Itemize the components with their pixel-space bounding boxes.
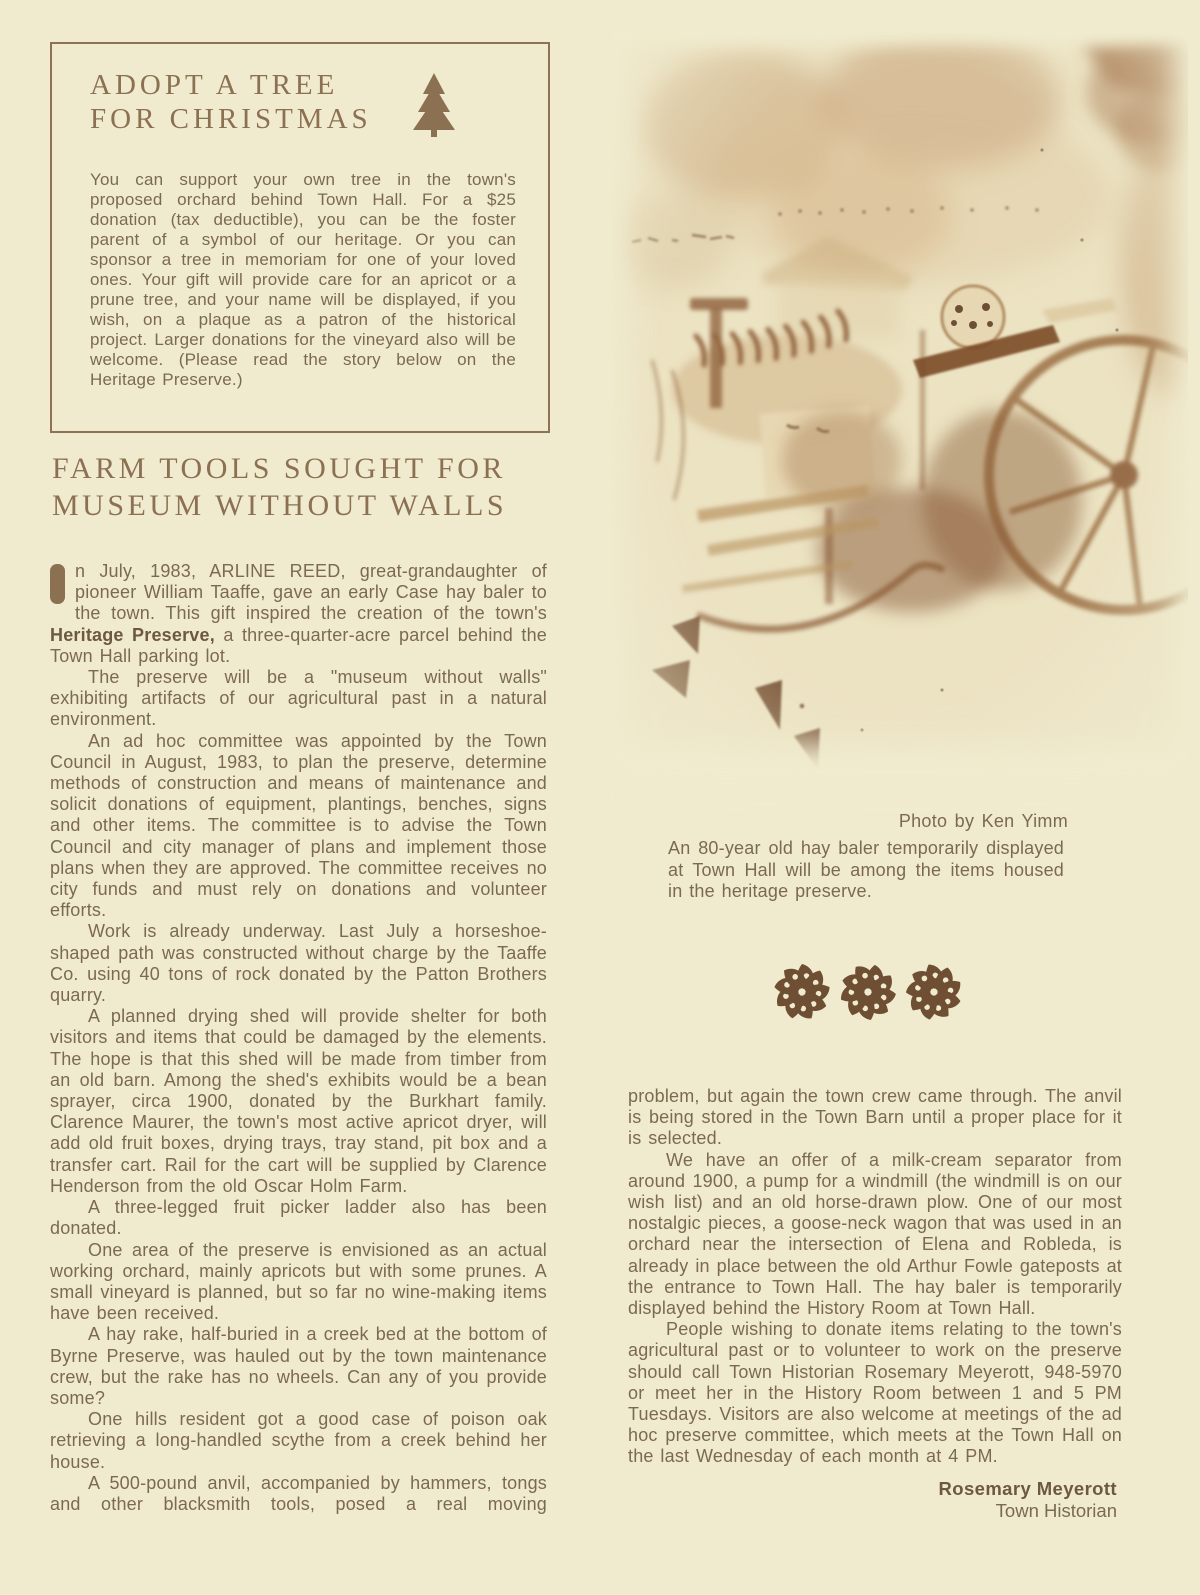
adopt-box-title bbox=[90, 68, 372, 136]
heritage-preserve-bold-text: Heritage Preserve, bbox=[50, 624, 215, 645]
article-paragraph: A three-legged fruit picker ladder also has been donated. bbox=[50, 1197, 547, 1239]
wreath-ornament-icon bbox=[831, 960, 903, 1024]
article-paragraph: One area of the preserve is envisioned as an actual working orchard, mainly apricots but with some prunes. A small vineyard is planned, but so far no wine-making items have been received. bbox=[50, 1239, 547, 1324]
article-right-column bbox=[628, 1086, 1122, 1522]
article-paragraph: The preserve will be a "museum without walls" exhibiting artifacts of our agricultural past in a natural environment. bbox=[50, 667, 547, 730]
signature-title: Town Historian bbox=[995, 1499, 1117, 1521]
wreath-ornament-icon bbox=[899, 960, 966, 1024]
article-signature bbox=[628, 1478, 1117, 1522]
article-paragraph-first bbox=[50, 561, 547, 667]
article-paragraph: A planned drying shed will provide shelter for both visitors and items that could be damaged by the elements. The hope is that this shed will be made from timber from an old barn. Among the shed's exhibits would be a bean sprayer, circa 1900, donated by the Burkhart family. Clarence Maurer, the town's most active apricot dryer, will add old fruit boxes, drying trays, tray stand, pit box and a transfer cart. Rail for the cart will be supplied by Clarence Henderson from the old Oscar Holm Farm. bbox=[50, 1006, 547, 1196]
photo-caption: An 80-year old hay baler temporarily displayed at Town Hall will be among the items housed in the heritage preserve. bbox=[668, 838, 1064, 901]
article-paragraph: One hills resident got a good case of poison oak retrieving a long-handled scythe from a creek behind her house. bbox=[50, 1409, 547, 1472]
wreath-ornament-icon bbox=[772, 963, 832, 1022]
photo-credit: Photo by Ken Yimm bbox=[898, 811, 1068, 831]
article-left-column bbox=[50, 561, 547, 1515]
article-paragraph-continuation: problem, but again the town crew came through. The anvil is being stored in the Town Barn until a proper place for it is selected. bbox=[628, 1086, 1122, 1149]
article-paragraph: People wishing to donate items relating to the town's agricultural past or to volunteer to work on the preserve should call Town Historian Rosemary Meyerott, 948-5970 or meet her in the History Room between 1 and 5 PM Tuesdays. Visitors are also welcome at meetings of the ad hoc preserve committee, which meets at the Town Hall on the last Wednesday of each month at 4 PM. bbox=[628, 1319, 1122, 1467]
headline-line2: MUSEUM WITHOUT WALLS bbox=[52, 489, 508, 522]
first-paragraph-text: n July, 1983, ARLINE REED, great-grandaughter of pioneer William Taaffe, gave an early Case hay baler to the town. This gift inspired the creation of the town's bbox=[75, 561, 547, 624]
christmas-tree-icon bbox=[412, 72, 456, 145]
article-paragraph: Work is already underway. Last July a horseshoe-shaped path was constructed without charge by the Taaffe Co. using 40 tons of rock donated by the Patton Brothers quarry. bbox=[50, 921, 547, 1006]
article-paragraph: We have an offer of a milk-cream separator from around 1900, a pump for a windmill (the windmill is on our wish list) and an old horse-drawn plow. One of our most nostalgic pieces, a goose-neck wagon that was used in an orchard near the intersection of Elena and Robleda, is already in place between the old Arthur Fowle gateposts at the entrance to Town Hall. The hay baler is temporarily displayed behind the History Room at Town Hall. bbox=[628, 1149, 1122, 1319]
hay-baler-photo bbox=[612, 30, 1188, 810]
ornament-row bbox=[770, 960, 966, 1029]
page-title bbox=[52, 450, 507, 524]
article-paragraph: A hay rake, half-buried in a creek bed at the bottom of Byrne Preserve, was hauled out by the town maintenance crew, but the rake has no wheels. Can any of you provide some? bbox=[50, 1324, 547, 1408]
adopt-box-title-line1: ADOPT A TREE bbox=[90, 69, 339, 101]
drop-cap-initial-I bbox=[50, 564, 65, 604]
article-paragraph-runover: A 500-pound anvil, accompanied by hammers, tongs and other blacksmith tools, posed a real moving bbox=[50, 1472, 547, 1514]
first-paragraph-text-end: a three-quarter-acre parcel behind the Town Hall parking lot. bbox=[50, 624, 547, 666]
adopt-box-body-text: You can support your own tree in the town's proposed orchard behind Town Hall. For a $25 donation (tax deductible), you can be the foster parent of a symbol of our heritage. Or you can sponsor a tree in memoriam for one of your loved ones. Your gift will provide care for an apricot or a prune tree, and your name will be displayed, if you wish, on a plaque as a patron of the historical project. Larger donations for the vineyard also will be welcome. (Please read the story below on the Heritage Preserve.) bbox=[90, 170, 516, 389]
article-paragraph: An ad hoc committee was appointed by the Town Council in August, 1983, to plan the preserve, determine methods of construction and means of maintenance and solicit donations of equipment, plantings, benches, signs and other items. The committee is to advise the Town Council and city manager of plans and implement those plans when they are approved. The committee receives no city funds and must rely on donations and volunteer efforts. bbox=[50, 730, 547, 921]
adopt-a-tree-notice-box bbox=[50, 42, 550, 433]
signature-name: Rosemary Meyerott bbox=[938, 1477, 1117, 1499]
headline-line1: FARM TOOLS SOUGHT FOR bbox=[52, 452, 506, 485]
adopt-box-title-line2: FOR CHRISTMAS bbox=[90, 103, 372, 135]
